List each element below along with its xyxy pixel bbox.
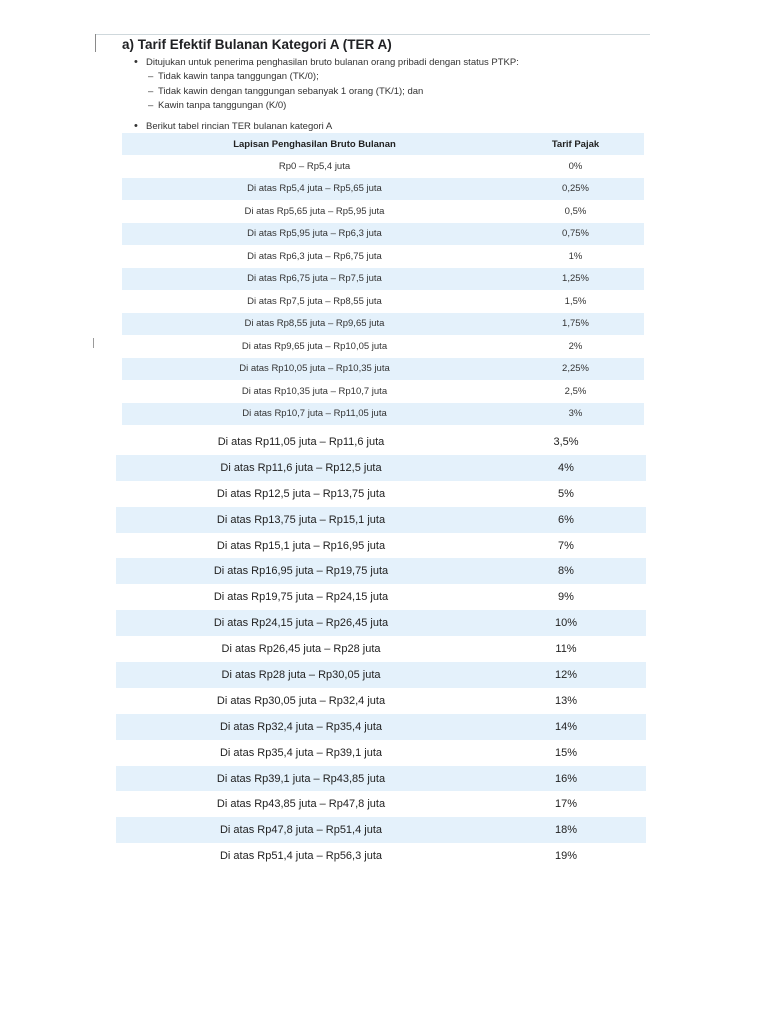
tax-rate-cell: 18% [486,817,646,843]
tax-rate-cell: 2% [568,340,583,352]
table-row [122,313,644,336]
table-row [116,740,646,766]
table-row [116,558,646,584]
table-row [122,200,644,223]
table-row [116,791,646,817]
income-bracket-cell: Di atas Rp13,75 juta – Rp15,1 juta [116,507,486,533]
income-bracket-cell: Di atas Rp28 juta – Rp30,05 juta [116,662,486,688]
ter-a-table-part2 [116,429,646,869]
table-row [116,817,646,843]
tax-rate-cell: 0,5% [564,205,587,217]
income-bracket-cell: Rp0 – Rp5,4 juta [278,160,351,172]
tax-rate-cell: 8% [486,558,646,584]
tax-rate-cell: 4% [486,455,646,481]
income-bracket-cell: Di atas Rp47,8 juta – Rp51,4 juta [116,817,486,843]
income-bracket-cell: Di atas Rp10,7 juta – Rp11,05 juta [122,403,507,426]
table-row [116,481,646,507]
tax-rate-cell: 0,25% [507,178,644,201]
intro-bullet [134,55,654,114]
ptkp-status-list [146,70,654,114]
table-row [122,245,644,268]
header-tax-rate: Tarif Pajak [507,133,644,155]
table-row [122,403,644,426]
tax-rate-cell: 3,5% [553,435,579,448]
tax-rate-cell: 6% [486,507,646,533]
income-bracket-cell: Di atas Rp43,85 juta – Rp47,8 juta [216,798,386,811]
table-row [116,507,646,533]
table-row [122,268,644,291]
income-bracket-cell: Di atas Rp11,05 juta – Rp11,6 juta [217,435,385,448]
header-income-bracket: Lapisan Penghasilan Bruto Bulanan [122,133,507,155]
tax-rate-cell: 16% [486,766,646,792]
tax-rate-cell: 1,25% [507,268,644,291]
table-row [116,533,646,559]
income-bracket-cell: Di atas Rp9,65 juta – Rp10,05 juta [241,340,388,352]
tax-rate-cell: 13% [554,694,578,707]
tax-rate-cell: 11% [555,643,577,656]
income-bracket-cell: Di atas Rp5,65 juta – Rp5,95 juta [244,205,385,217]
ptkp-status-item: – Kawin tanpa tanggungan (K/0) [146,99,654,114]
tax-rate-cell: 2,5% [564,385,587,397]
table-row [116,429,646,455]
ter-a-table-part1 [122,133,644,425]
table-row [116,636,646,662]
table-row [122,155,644,178]
table-row [122,223,644,246]
table-row [122,335,644,358]
tax-rate-cell: 14% [486,714,646,740]
income-bracket-cell: Di atas Rp35,4 juta – Rp39,1 juta [219,746,383,759]
tax-rate-cell: 5% [558,487,574,500]
table-header-row [122,133,644,155]
table-row [122,358,644,381]
left-edge-mark [93,338,94,348]
income-bracket-cell: Di atas Rp6,3 juta – Rp6,75 juta [247,250,382,262]
income-bracket-cell: Di atas Rp5,4 juta – Rp5,65 juta [122,178,507,201]
tax-rate-cell: 17% [554,798,578,811]
tax-rate-cell: 9% [558,591,574,604]
table-row [116,455,646,481]
tax-rate-cell: 7% [558,539,574,552]
income-bracket-cell: Di atas Rp24,15 juta – Rp26,45 juta [116,610,486,636]
tax-rate-cell: 12% [486,662,646,688]
income-bracket-cell: Di atas Rp26,45 juta – Rp28 juta [221,643,381,656]
tax-rate-cell: 19% [554,850,578,863]
income-bracket-cell: Di atas Rp7,5 juta – Rp8,55 juta [247,295,382,307]
table-row [116,714,646,740]
table-body-part1 [122,155,644,425]
table-row [116,688,646,714]
income-bracket-cell: Di atas Rp6,75 juta – Rp7,5 juta [122,268,507,291]
tax-rate-cell: 1% [568,250,583,262]
table-intro-text: Berikut tabel rincian TER bulanan kategori A [146,120,333,132]
top-divider [96,34,650,35]
income-bracket-cell: Di atas Rp5,95 juta – Rp6,3 juta [122,223,507,246]
income-bracket-cell: Di atas Rp51,4 juta – Rp56,3 juta [219,850,383,863]
table-intro-bullet [134,119,654,134]
table-row [116,662,646,688]
ptkp-status-item: – Tidak kawin dengan tanggungan sebanyak 1 orang (TK/1); dan [146,85,654,100]
income-bracket-cell: Di atas Rp39,1 juta – Rp43,85 juta [116,766,486,792]
table-row [122,178,644,201]
tax-rate-cell: 1,75% [507,313,644,336]
tax-rate-cell: 15% [554,746,578,759]
income-bracket-cell: Di atas Rp16,95 juta – Rp19,75 juta [116,558,486,584]
income-bracket-cell: Di atas Rp12,5 juta – Rp13,75 juta [216,487,386,500]
table-row [116,610,646,636]
intro-text: Ditujukan untuk penerima penghasilan bruto bulanan orang pribadi dengan status PTKP: [146,57,519,68]
tax-rate-cell: 3% [507,403,644,426]
income-bracket-cell: Di atas Rp10,05 juta – Rp10,35 juta [122,358,507,381]
intro-list [134,55,654,134]
left-edge-divider [95,34,96,52]
income-bracket-cell: Di atas Rp19,75 juta – Rp24,15 juta [213,591,389,604]
income-bracket-cell: Di atas Rp32,4 juta – Rp35,4 juta [116,714,486,740]
tax-rate-cell: 10% [486,610,646,636]
table-row [122,380,644,403]
table-row [122,290,644,313]
income-bracket-cell: Di atas Rp8,55 juta – Rp9,65 juta [122,313,507,336]
income-bracket-cell: Di atas Rp30,05 juta – Rp32,4 juta [216,694,386,707]
table-row [116,584,646,610]
ptkp-status-item: – Tidak kawin tanpa tanggungan (TK/0); [146,70,654,85]
income-bracket-cell: Di atas Rp10,35 juta – Rp10,7 juta [241,385,388,397]
income-bracket-cell: Di atas Rp15,1 juta – Rp16,95 juta [216,539,386,552]
tax-rate-cell: 1,5% [564,295,587,307]
table-row [116,843,646,869]
tax-rate-cell: 2,25% [507,358,644,381]
income-bracket-cell: Di atas Rp11,6 juta – Rp12,5 juta [116,455,486,481]
tax-rate-cell: 0% [568,160,583,172]
tax-rate-cell: 0,75% [507,223,644,246]
section-heading: a) Tarif Efektif Bulanan Kategori A (TER A) [122,37,392,52]
table-row [116,766,646,792]
table-body-part2 [116,429,646,869]
